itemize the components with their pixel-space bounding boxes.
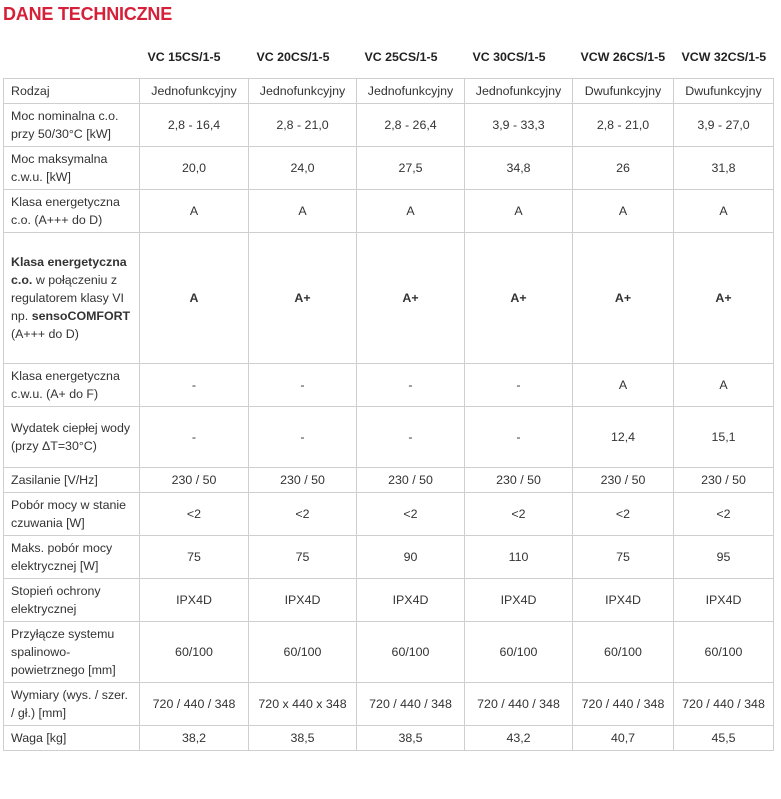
cell-value: 3,9 - 27,0 <box>674 104 774 147</box>
cell-value: 2,8 - 16,4 <box>140 104 249 147</box>
header-model: VC 15CS/1-5 <box>147 50 221 64</box>
cell-value: - <box>465 364 573 407</box>
table-row <box>4 147 774 190</box>
cell-value: 720 / 440 / 348 <box>465 683 573 726</box>
cell-value: 230 / 50 <box>357 468 465 493</box>
cell-value: - <box>249 407 357 468</box>
cell-value: A <box>465 190 573 233</box>
cell-value: 75 <box>573 536 674 579</box>
cell-value: - <box>249 364 357 407</box>
cell-value: 720 / 440 / 348 <box>573 683 674 726</box>
cell-value: Jednofunkcyjny <box>465 79 573 104</box>
cell-value: Dwufunkcyjny <box>573 79 674 104</box>
row-label: Wymiary (wys. / szer. / gł.) [mm] <box>4 683 140 726</box>
cell-value: 90 <box>357 536 465 579</box>
row-label-bold: Klasa energetyczna c.o. <box>11 255 127 287</box>
table-row <box>4 579 774 622</box>
cell-value: 38,2 <box>140 726 249 751</box>
row-label: Przyłącze systemu spalinowo-powietrznego [mm] <box>4 622 140 683</box>
cell-value: 43,2 <box>465 726 573 751</box>
cell-value: 60/100 <box>573 622 674 683</box>
cell-value: 2,8 - 21,0 <box>573 104 674 147</box>
row-label <box>4 233 140 364</box>
table-row <box>4 683 774 726</box>
row-label-text: (A+++ do D) <box>11 327 79 341</box>
cell-value: IPX4D <box>674 579 774 622</box>
table-row <box>4 79 774 104</box>
cell-value: A+ <box>465 233 573 364</box>
cell-value: A+ <box>249 233 357 364</box>
cell-value: 75 <box>140 536 249 579</box>
table-row <box>4 536 774 579</box>
row-label-text: w połączeniu z regulatorem klasy VI np. <box>11 273 124 323</box>
cell-value: 27,5 <box>357 147 465 190</box>
header-model: VC 25CS/1-5 <box>364 50 438 64</box>
cell-value: - <box>140 364 249 407</box>
cell-value: - <box>465 407 573 468</box>
header-row <box>4 36 774 79</box>
row-label: Klasa energetyczna c.o. (A+++ do D) <box>4 190 140 233</box>
cell-value: 720 / 440 / 348 <box>140 683 249 726</box>
cell-value: IPX4D <box>357 579 465 622</box>
cell-value: IPX4D <box>140 579 249 622</box>
cell-value: 60/100 <box>249 622 357 683</box>
cell-value: 720 x 440 x 348 <box>249 683 357 726</box>
cell-value: 3,9 - 33,3 <box>465 104 573 147</box>
page-title: DANE TECHNICZNE <box>3 4 173 24</box>
row-label: Moc maksymalna c.w.u. [kW] <box>4 147 140 190</box>
cell-value: - <box>140 407 249 468</box>
cell-value: <2 <box>573 493 674 536</box>
row-label: Maks. pobór mocy elektrycznej [W] <box>4 536 140 579</box>
cell-value: 12,4 <box>573 407 674 468</box>
cell-value: A <box>573 364 674 407</box>
cell-value: A+ <box>573 233 674 364</box>
cell-value: 2,8 - 26,4 <box>357 104 465 147</box>
table-row <box>4 726 774 751</box>
cell-value: Jednofunkcyjny <box>140 79 249 104</box>
cell-value: 34,8 <box>465 147 573 190</box>
cell-value: 60/100 <box>140 622 249 683</box>
row-label: Wydatek ciepłej wody (przy ΔT=30°C) <box>4 407 140 468</box>
cell-value: 230 / 50 <box>674 468 774 493</box>
row-label: Pobór mocy w stanie czuwania [W] <box>4 493 140 536</box>
cell-value: 40,7 <box>573 726 674 751</box>
cell-value: 20,0 <box>140 147 249 190</box>
table-row <box>4 622 774 683</box>
cell-value: Dwufunkcyjny <box>674 79 774 104</box>
table-row <box>4 493 774 536</box>
cell-value: Jednofunkcyjny <box>357 79 465 104</box>
cell-value: 31,8 <box>674 147 774 190</box>
cell-value: 38,5 <box>357 726 465 751</box>
table-row <box>4 104 774 147</box>
row-label: Stopień ochrony elektrycznej <box>4 579 140 622</box>
cell-value: IPX4D <box>573 579 674 622</box>
row-label: Zasilanie [V/Hz] <box>4 468 140 493</box>
cell-value: 45,5 <box>674 726 774 751</box>
cell-value: 2,8 - 21,0 <box>249 104 357 147</box>
cell-value: IPX4D <box>465 579 573 622</box>
table-row <box>4 364 774 407</box>
cell-value: <2 <box>249 493 357 536</box>
cell-value: 720 / 440 / 348 <box>357 683 465 726</box>
cell-value: IPX4D <box>249 579 357 622</box>
cell-value: 230 / 50 <box>140 468 249 493</box>
cell-value: <2 <box>674 493 774 536</box>
cell-value: A <box>357 190 465 233</box>
cell-value: <2 <box>357 493 465 536</box>
header-model: VC 30CS/1-5 <box>472 50 546 64</box>
table-row <box>4 233 774 364</box>
cell-value: A <box>140 233 249 364</box>
cell-value: - <box>357 364 465 407</box>
table-row <box>4 407 774 468</box>
cell-value: <2 <box>465 493 573 536</box>
cell-value: A <box>573 190 674 233</box>
cell-value: 230 / 50 <box>465 468 573 493</box>
cell-value: 60/100 <box>357 622 465 683</box>
cell-value: Jednofunkcyjny <box>249 79 357 104</box>
header-model: VCW 32CS/1-5 <box>681 50 767 64</box>
header-model: VC 20CS/1-5 <box>256 50 330 64</box>
table-row <box>4 468 774 493</box>
cell-value: 60/100 <box>674 622 774 683</box>
cell-value: A <box>674 364 774 407</box>
cell-value: A <box>674 190 774 233</box>
cell-value: 110 <box>465 536 573 579</box>
cell-value: 720 / 440 / 348 <box>674 683 774 726</box>
row-label: Waga [kg] <box>4 726 140 751</box>
cell-value: - <box>357 407 465 468</box>
cell-value: A <box>249 190 357 233</box>
cell-value: 230 / 50 <box>573 468 674 493</box>
cell-value: 15,1 <box>674 407 774 468</box>
cell-value: 75 <box>249 536 357 579</box>
header-empty <box>4 36 140 79</box>
row-label-bold: sensoCOMFORT <box>31 309 131 323</box>
cell-value: <2 <box>140 493 249 536</box>
row-label: Moc nominalna c.o. przy 50/30°C [kW] <box>4 104 140 147</box>
cell-value: 26 <box>573 147 674 190</box>
cell-value: A+ <box>357 233 465 364</box>
cell-value: 38,5 <box>249 726 357 751</box>
cell-value: A <box>140 190 249 233</box>
cell-value: A+ <box>674 233 774 364</box>
row-label: Klasa energetyczna c.w.u. (A+ do F) <box>4 364 140 407</box>
row-label: Rodzaj <box>4 79 140 104</box>
cell-value: 60/100 <box>465 622 573 683</box>
cell-value: 230 / 50 <box>249 468 357 493</box>
cell-value: 95 <box>674 536 774 579</box>
header-model: VCW 26CS/1-5 <box>580 50 666 64</box>
spec-table <box>3 36 774 751</box>
table-row <box>4 190 774 233</box>
cell-value: 24,0 <box>249 147 357 190</box>
